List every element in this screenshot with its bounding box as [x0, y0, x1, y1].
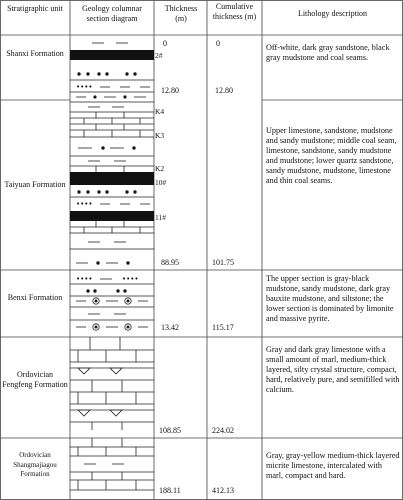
label-k3: K3	[155, 131, 165, 140]
thickness-fengfeng: 108.85	[159, 426, 181, 435]
description-fengfeng: Gray and dark gray limestone with a small amount of marl, medium-thick layered, silty crystal structure, compact, hard, relatively pure, and semifilled with calcium.	[266, 345, 400, 394]
header-cumulative-thickness: Cumulative thickness (m)	[212, 2, 257, 21]
cumulative-shanxi: 12.80	[215, 86, 233, 95]
thickness-shangmajiagou: 188.11	[159, 486, 181, 495]
header-column-diagram: Geology columnar section diagram	[82, 4, 142, 23]
unit-shanxi: Shanxi Formation	[6, 49, 64, 58]
cumulative-start: 0	[216, 39, 220, 48]
label-coal-2: 2#	[155, 51, 163, 60]
svg-text:••••: ••••	[76, 275, 93, 283]
unit-benxi: Benxi Formation	[7, 293, 63, 302]
geology-column	[70, 43, 154, 490]
thickness-taiyuan: 88.95	[161, 258, 179, 267]
label-k4: K4	[155, 107, 165, 116]
description-shanxi: Off-white, dark gray sandstone, black gray mudstone and coal seams.	[266, 43, 390, 62]
svg-text:••••: ••••	[122, 275, 139, 283]
svg-text:••••: ••••	[76, 200, 93, 208]
thickness-start: 0	[163, 39, 167, 48]
label-coal-10: 10#	[155, 178, 167, 187]
cumulative-benxi: 115.17	[212, 323, 234, 332]
unit-shangmajiagou: Ordovician Shangmajiagou Formation	[13, 451, 57, 478]
thickness-shanxi: 12.80	[161, 86, 179, 95]
thickness-benxi: 13.42	[161, 323, 179, 332]
description-taiyuan: Upper limestone, sandstone, mudstone and sandy mudstone; middle coal seam, limestone, sandstone, sandy mudstone and mudstone; lower quartz sandstone, sandy mudstone, mudstone, limestone and thin coal seams.	[266, 126, 397, 185]
header-thickness: Thickness (m)	[164, 4, 198, 23]
cumulative-fengfeng: 224.02	[212, 426, 234, 435]
label-coal-11: 11#	[155, 213, 166, 222]
unit-fengfeng: Ordovician Fengfeng Formation	[2, 370, 68, 389]
header-stratigraphic-unit: Stratigraphic unit	[7, 4, 63, 13]
svg-text:••••: ••••	[76, 83, 93, 91]
cumulative-taiyuan: 101.75	[212, 258, 234, 267]
header-lithology-description: Lithology description	[297, 9, 368, 18]
cumulative-shangmajiagou: 412.13	[212, 486, 234, 495]
description-benxi: The upper section is gray-black mudstone, sandy mudstone, dark gray bauxite mudstone, and siltstone; the lower section is dominated by limonite and massive pyrite.	[266, 274, 394, 323]
unit-taiyuan: Taiyuan Formation	[4, 180, 66, 189]
label-k2: K2	[155, 164, 165, 173]
description-shangmajiagou: Gray, gray-yellow medium-thick layered micrite limestone, intercalated with marl, compact and hard.	[266, 451, 400, 480]
